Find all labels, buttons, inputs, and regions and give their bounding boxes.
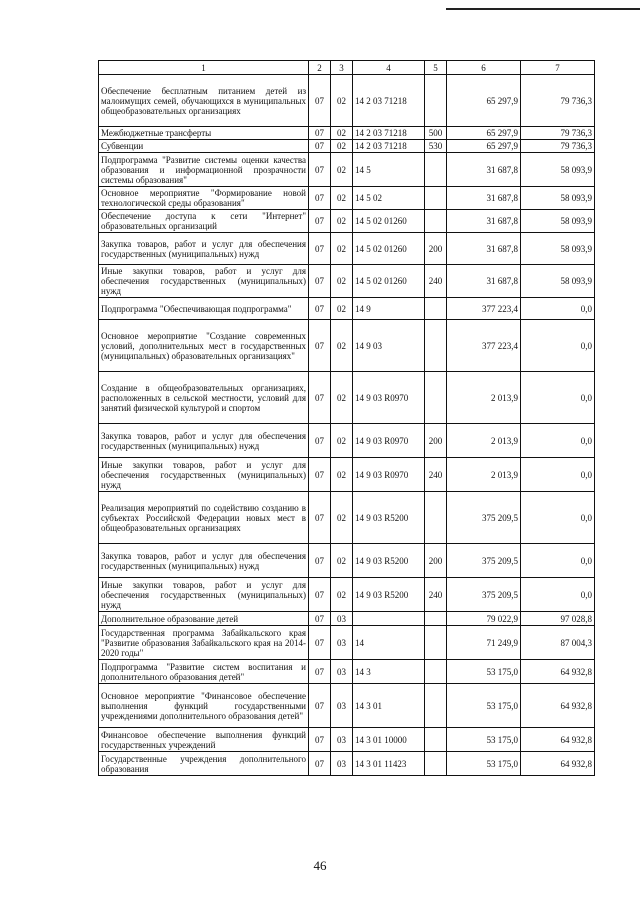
- row-name: Закупка товаров, работ и услуг для обеспечения государственных (муниципальных) нужд: [99, 233, 309, 265]
- header-row: [99, 61, 595, 75]
- subsection-code: 02: [331, 544, 353, 578]
- amount-year2: 0,0: [521, 372, 595, 424]
- row-name: Государственная программа Забайкальского края "Развитие образования Забайкальского края на 2014-2020 годы": [99, 626, 309, 660]
- subsection-code: 03: [331, 612, 353, 626]
- table-row: [99, 320, 595, 372]
- row-name: Закупка товаров, работ и услуг для обеспечения государственных (муниципальных) нужд: [99, 424, 309, 458]
- expense-type-code: [425, 728, 447, 752]
- page-number: 46: [313, 858, 327, 873]
- amount-year2: 64 932,8: [521, 684, 595, 728]
- amount-year1: 2 013,9: [447, 424, 521, 458]
- expense-type-code: [425, 684, 447, 728]
- amount-year2: 64 932,8: [521, 728, 595, 752]
- amount-year1: 377 223,4: [447, 298, 521, 320]
- table-row: [99, 660, 595, 684]
- section-code: 07: [309, 544, 331, 578]
- table-row: [99, 233, 595, 265]
- amount-year1: 65 297,9: [447, 140, 521, 153]
- expense-type-code: [425, 612, 447, 626]
- col-header: 3: [331, 61, 353, 75]
- amount-year1: 71 249,9: [447, 626, 521, 660]
- amount-year2: 79 736,3: [521, 75, 595, 127]
- expense-type-code: [425, 660, 447, 684]
- target-code: 14 9 03 R5200: [353, 492, 425, 544]
- target-code: 14 9 03 R0970: [353, 458, 425, 492]
- col-header: 6: [447, 61, 521, 75]
- amount-year1: 53 175,0: [447, 728, 521, 752]
- section-code: 07: [309, 728, 331, 752]
- amount-year2: 97 028,8: [521, 612, 595, 626]
- amount-year1: 31 687,8: [447, 233, 521, 265]
- amount-year1: 375 209,5: [447, 578, 521, 612]
- target-code: 14 3 01 10000: [353, 728, 425, 752]
- target-code: 14 3 01: [353, 684, 425, 728]
- row-name: Основное мероприятие "Создание современных условий, дополнительных мест в государственных (муниципальных) образовательных организациях": [99, 320, 309, 372]
- table-row: [99, 153, 595, 187]
- table-row: [99, 752, 595, 776]
- amount-year2: 0,0: [521, 320, 595, 372]
- amount-year2: 58 093,9: [521, 210, 595, 233]
- target-code: 14 3 01 11423: [353, 752, 425, 776]
- expense-type-code: [425, 626, 447, 660]
- section-code: 07: [309, 210, 331, 233]
- section-code: 07: [309, 752, 331, 776]
- amount-year2: 58 093,9: [521, 265, 595, 298]
- subsection-code: 02: [331, 320, 353, 372]
- expense-type-code: 200: [425, 424, 447, 458]
- section-code: 07: [309, 458, 331, 492]
- top-rule: [446, 8, 640, 10]
- subsection-code: 02: [331, 578, 353, 612]
- expense-type-code: [425, 320, 447, 372]
- row-name: Основное мероприятие "Финансовое обеспечение выполнения функций государственными учреждениями дополнительного образования детей": [99, 684, 309, 728]
- amount-year2: 0,0: [521, 492, 595, 544]
- section-code: 07: [309, 684, 331, 728]
- row-name: Иные закупки товаров, работ и услуг для обеспечения государственных (муниципальных) нужд: [99, 458, 309, 492]
- section-code: 07: [309, 127, 331, 140]
- amount-year1: 31 687,8: [447, 265, 521, 298]
- table-row: [99, 492, 595, 544]
- amount-year2: 64 932,8: [521, 752, 595, 776]
- expense-type-code: 240: [425, 458, 447, 492]
- expense-type-code: [425, 153, 447, 187]
- subsection-code: 02: [331, 265, 353, 298]
- target-code: 14 5 02 01260: [353, 233, 425, 265]
- col-header: 2: [309, 61, 331, 75]
- subsection-code: 02: [331, 492, 353, 544]
- subsection-code: 02: [331, 140, 353, 153]
- section-code: 07: [309, 298, 331, 320]
- amount-year2: 0,0: [521, 424, 595, 458]
- section-code: 07: [309, 75, 331, 127]
- expense-type-code: [425, 492, 447, 544]
- amount-year2: 0,0: [521, 544, 595, 578]
- subsection-code: 02: [331, 75, 353, 127]
- subsection-code: 02: [331, 127, 353, 140]
- row-name: Иные закупки товаров, работ и услуг для обеспечения государственных (муниципальных) нужд: [99, 578, 309, 612]
- table-row: [99, 140, 595, 153]
- amount-year1: 2 013,9: [447, 372, 521, 424]
- amount-year2: 79 736,3: [521, 140, 595, 153]
- table-row: [99, 626, 595, 660]
- amount-year1: 375 209,5: [447, 544, 521, 578]
- row-name: Межбюджетные трансферты: [99, 127, 309, 140]
- row-name: Создание в общеобразовательных организациях, расположенных в сельской местности, условий для занятий физической культурой и спортом: [99, 372, 309, 424]
- section-code: 07: [309, 320, 331, 372]
- amount-year2: 58 093,9: [521, 153, 595, 187]
- row-name: Иные закупки товаров, работ и услуг для обеспечения государственных (муниципальных) нужд: [99, 265, 309, 298]
- amount-year1: 53 175,0: [447, 684, 521, 728]
- expense-type-code: 530: [425, 140, 447, 153]
- expense-type-code: [425, 210, 447, 233]
- amount-year2: 58 093,9: [521, 233, 595, 265]
- subsection-code: 02: [331, 153, 353, 187]
- target-code: 14 5 02 01260: [353, 210, 425, 233]
- target-code: 14 5: [353, 153, 425, 187]
- subsection-code: 03: [331, 660, 353, 684]
- row-name: Основное мероприятие "Формирование новой технологической среды образования": [99, 187, 309, 210]
- section-code: 07: [309, 660, 331, 684]
- amount-year2: 0,0: [521, 458, 595, 492]
- amount-year1: 31 687,8: [447, 187, 521, 210]
- row-name: Обеспечение бесплатным питанием детей из малоимущих семей, обучающихся в муниципальных общеобразовательных организациях: [99, 75, 309, 127]
- row-name: Реализация мероприятий по содействию созданию в субъектах Российской Федерации новых мест в общеобразовательных организациях: [99, 492, 309, 544]
- budget-table: [98, 60, 595, 776]
- row-name: Подпрограмма "Развитие систем воспитания и дополнительного образования детей": [99, 660, 309, 684]
- subsection-code: 02: [331, 187, 353, 210]
- subsection-code: 03: [331, 684, 353, 728]
- amount-year2: 58 093,9: [521, 187, 595, 210]
- table-row: [99, 612, 595, 626]
- target-code: 14 5 02 01260: [353, 265, 425, 298]
- amount-year2: 87 004,3: [521, 626, 595, 660]
- table-row: [99, 75, 595, 127]
- expense-type-code: [425, 75, 447, 127]
- amount-year1: 2 013,9: [447, 458, 521, 492]
- col-header: 7: [521, 61, 595, 75]
- expense-type-code: 200: [425, 233, 447, 265]
- amount-year2: 64 932,8: [521, 660, 595, 684]
- section-code: 07: [309, 372, 331, 424]
- expense-type-code: [425, 752, 447, 776]
- subsection-code: 02: [331, 233, 353, 265]
- expense-type-code: [425, 372, 447, 424]
- amount-year2: 0,0: [521, 298, 595, 320]
- expense-type-code: 200: [425, 544, 447, 578]
- expense-type-code: [425, 298, 447, 320]
- subsection-code: 02: [331, 424, 353, 458]
- amount-year1: 31 687,8: [447, 153, 521, 187]
- amount-year2: 0,0: [521, 578, 595, 612]
- subsection-code: 03: [331, 626, 353, 660]
- amount-year1: 53 175,0: [447, 660, 521, 684]
- row-name: Закупка товаров, работ и услуг для обеспечения государственных (муниципальных) нужд: [99, 544, 309, 578]
- row-name: Подпрограмма "Развитие системы оценки качества образования и информационной прозрачности системы образования": [99, 153, 309, 187]
- expense-type-code: 240: [425, 578, 447, 612]
- amount-year2: 79 736,3: [521, 127, 595, 140]
- table-row: [99, 424, 595, 458]
- table-row: [99, 210, 595, 233]
- subsection-code: 03: [331, 728, 353, 752]
- target-code: 14 9 03 R0970: [353, 372, 425, 424]
- row-name: Обеспечение доступа к сети "Интернет" образовательных организаций: [99, 210, 309, 233]
- target-code: 14 3: [353, 660, 425, 684]
- section-code: 07: [309, 492, 331, 544]
- section-code: 07: [309, 265, 331, 298]
- target-code: 14 9: [353, 298, 425, 320]
- target-code: 14 9 03 R5200: [353, 544, 425, 578]
- subsection-code: 02: [331, 210, 353, 233]
- table-row: [99, 728, 595, 752]
- table-row: [99, 187, 595, 210]
- amount-year1: 79 022,9: [447, 612, 521, 626]
- section-code: 07: [309, 233, 331, 265]
- table-row: [99, 458, 595, 492]
- row-name: Государственные учреждения дополнительного образования: [99, 752, 309, 776]
- section-code: 07: [309, 187, 331, 210]
- row-name: Подпрограмма "Обеспечивающая подпрограмма": [99, 298, 309, 320]
- amount-year1: 65 297,9: [447, 127, 521, 140]
- target-code: 14 2 03 71218: [353, 75, 425, 127]
- amount-year1: 377 223,4: [447, 320, 521, 372]
- subsection-code: 02: [331, 458, 353, 492]
- subsection-code: 02: [331, 298, 353, 320]
- target-code: 14 9 03 R0970: [353, 424, 425, 458]
- subsection-code: 03: [331, 752, 353, 776]
- table-row: [99, 298, 595, 320]
- expense-type-code: 240: [425, 265, 447, 298]
- table-row: [99, 127, 595, 140]
- col-header: 1: [99, 61, 309, 75]
- section-code: 07: [309, 153, 331, 187]
- subsection-code: 02: [331, 372, 353, 424]
- section-code: 07: [309, 140, 331, 153]
- amount-year1: 375 209,5: [447, 492, 521, 544]
- row-name: Финансовое обеспечение выполнения функций государственных учреждений: [99, 728, 309, 752]
- target-code: 14: [353, 626, 425, 660]
- col-header: 4: [353, 61, 425, 75]
- target-code: 14 9 03: [353, 320, 425, 372]
- table-row: [99, 684, 595, 728]
- target-code: 14 9 03 R5200: [353, 578, 425, 612]
- amount-year1: 53 175,0: [447, 752, 521, 776]
- table-row: [99, 544, 595, 578]
- table-row: [99, 372, 595, 424]
- target-code: [353, 612, 425, 626]
- amount-year1: 65 297,9: [447, 75, 521, 127]
- section-code: 07: [309, 424, 331, 458]
- row-name: Субвенции: [99, 140, 309, 153]
- target-code: 14 5 02: [353, 187, 425, 210]
- section-code: 07: [309, 612, 331, 626]
- expense-type-code: 500: [425, 127, 447, 140]
- col-header: 5: [425, 61, 447, 75]
- table-row: [99, 578, 595, 612]
- expense-type-code: [425, 187, 447, 210]
- table-row: [99, 265, 595, 298]
- amount-year1: 31 687,8: [447, 210, 521, 233]
- section-code: 07: [309, 578, 331, 612]
- target-code: 14 2 03 71218: [353, 127, 425, 140]
- target-code: 14 2 03 71218: [353, 140, 425, 153]
- section-code: 07: [309, 626, 331, 660]
- row-name: Дополнительное образование детей: [99, 612, 309, 626]
